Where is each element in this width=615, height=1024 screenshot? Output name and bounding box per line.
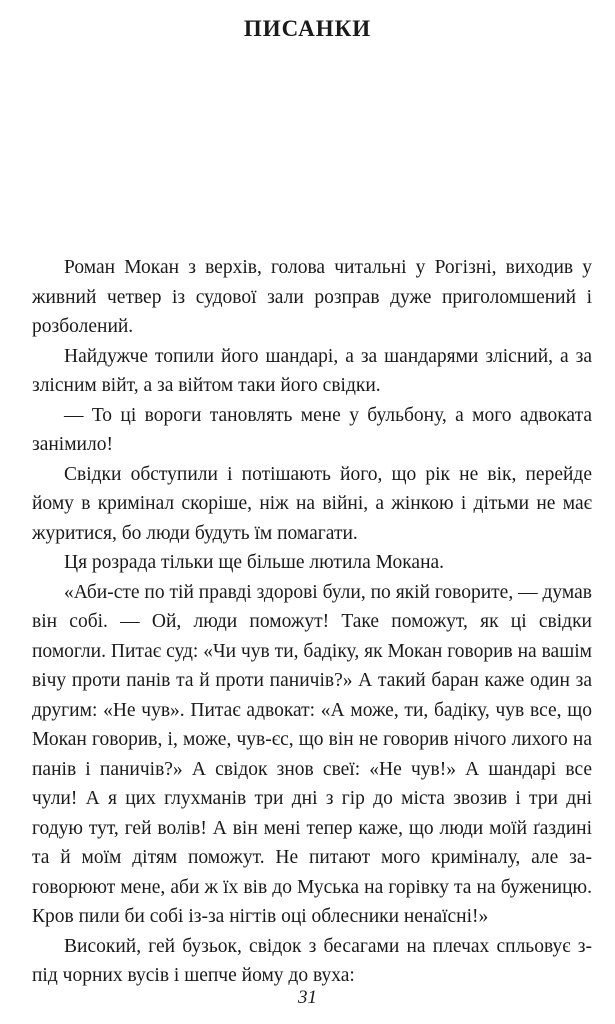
paragraph: — То ці вороги тановлять мене у бульбону, а мого адвоката занімило!	[32, 404, 592, 455]
paragraph: Свідки обступили і потішають його, що рік не вік, перейде йому в кримінал скоріше, ніж на війні, а жінкою і дітьми не має журитися, бо люди будуть їм помагати.	[32, 463, 592, 544]
paragraph: Високий, гей бузьок, свідок з бесагами на плечах спльовує з-під чорних вусів і шепче йому до вуха:	[32, 935, 592, 986]
paragraph: Ця розрада тільки ще більше лютила Мокана.	[64, 552, 445, 573]
body-text	[32, 253, 592, 991]
page-number: 31	[298, 987, 317, 1008]
paragraph: Найдужче топили його шандарі, а за шандарями злісний, а за злісним війт, а за війтом таки його свідки.	[32, 345, 592, 396]
paragraph: Роман Мокан з верхів, голова читальні у Рогізні, виходив у живний четвер із судової зали розправ дуже приголомшений і розболений.	[32, 257, 592, 337]
paragraph: «Аби-сте по тій правді здорові були, по якій говорите, — думав він собі. — Ой, люди поможут! Таке поможут, як ці свідки помогли. Питає суд: «Чи чув ти, бадіку, як Мокан говорив на вашім вічу проти панів та й проти паничів?» А такий баран каже один за другим: «Не чув». Питає адвокат: «А може, ти, бадіку, чув все, що Мокан говорив, і, може, чув-єс, що він не говорив нічого лихого на панів і паничів?» А свідок знов свеї: «Не чув!» А шандарі все чули! А я цих глухманів три дні з гір до міста звозив і три дні годую тут, гей волів! А він мені тепер каже, що люди моїй ґаздині та й моїм дітям поможут. Не питают мого криміналу, але заговорюют мене, аби ж їх вів до Муська на горівку та на буженицю. Кров пили би собі із-за нігтів оці облесники ненаїсні!»	[32, 581, 592, 927]
chapter-title: ПИСАНКИ	[243, 16, 372, 41]
